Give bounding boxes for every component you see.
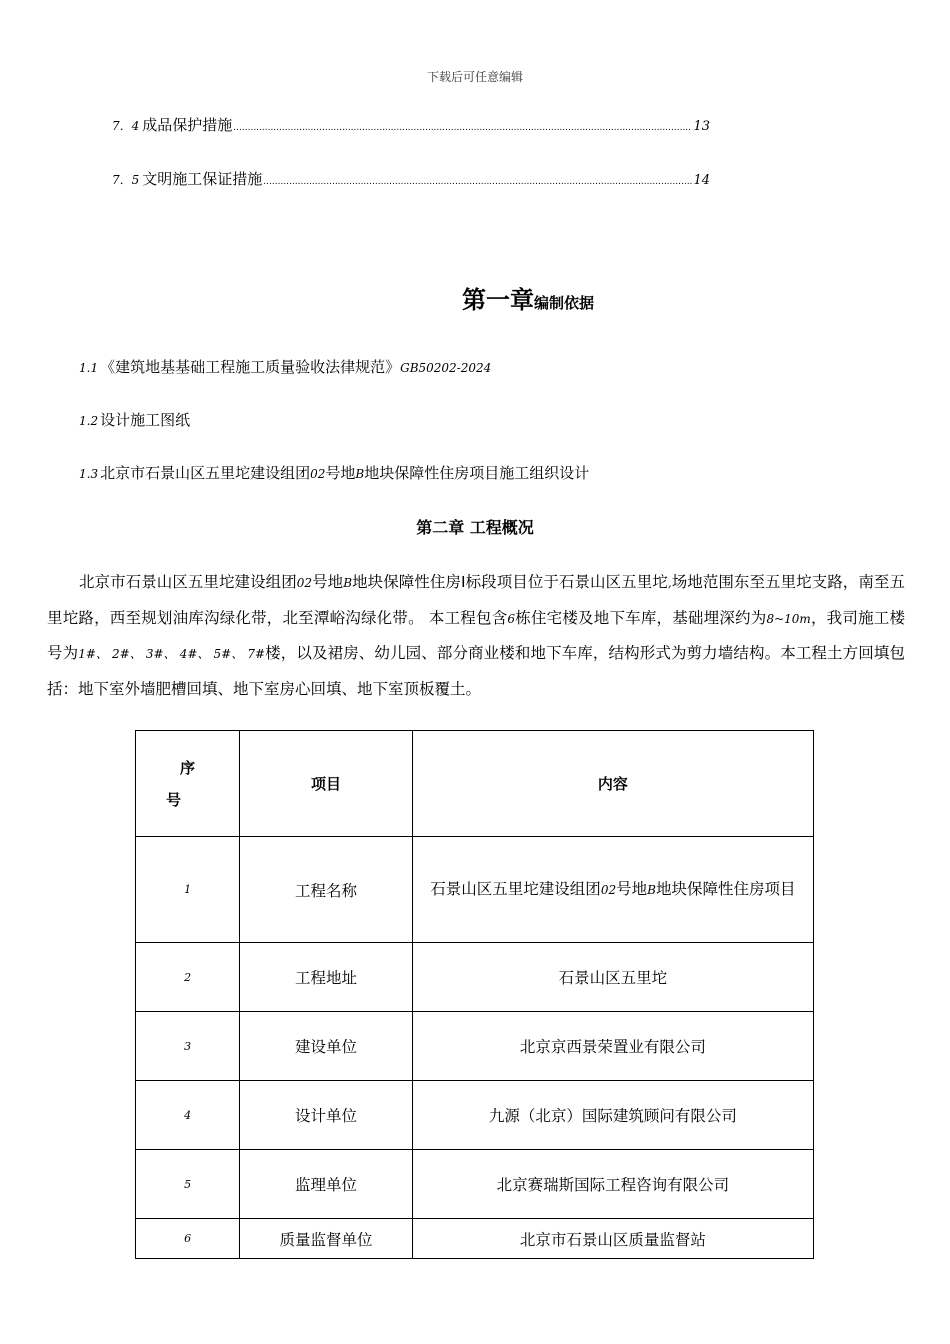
header-item: 项目 bbox=[240, 731, 412, 837]
reference-code: B bbox=[355, 467, 365, 481]
toc-leader-dots bbox=[263, 177, 692, 187]
toc-page-number: 13 bbox=[693, 119, 710, 134]
table-row bbox=[136, 1081, 814, 1150]
toc-entry[interactable] bbox=[112, 114, 710, 135]
row-content: 石景山区五里坨 bbox=[412, 943, 813, 1012]
para-code: , bbox=[667, 576, 672, 590]
project-info-table bbox=[135, 730, 814, 1259]
para-text: 楼，以及裙房、幼儿园、部分商业楼和地下车库，结构形式为剪力墙结构。本工程土方回填包括：地下室外墙肥槽回填、地下室房心回填、地下室顶板覆土。 bbox=[47, 644, 905, 698]
row-item: 质量监督单位 bbox=[240, 1219, 412, 1259]
reference-text: 设计施工图纸 bbox=[100, 411, 191, 429]
header-content: 内容 bbox=[412, 731, 813, 837]
toc-page-number: 14 bbox=[693, 173, 710, 188]
content-code: 02 bbox=[600, 883, 617, 897]
table-row bbox=[136, 837, 814, 943]
header-seq-part: 号 bbox=[166, 790, 182, 809]
row-item: 监理单位 bbox=[240, 1150, 412, 1219]
reference-code: 02 bbox=[310, 467, 326, 481]
reference-text: 北京市石景山区五里坨建设组团 bbox=[100, 464, 311, 482]
project-overview-paragraph bbox=[47, 565, 905, 706]
content-text: 石景山区五里坨建设组团 bbox=[430, 880, 601, 898]
toc-title: 成品保护措施 bbox=[142, 116, 233, 134]
chapter1-title: 第一章 bbox=[462, 286, 534, 314]
chapter1-heading bbox=[462, 280, 594, 315]
reference-text: 《建筑地基基础工程施工质量验收法律规范》 bbox=[100, 358, 401, 376]
toc-leader-dots bbox=[233, 123, 692, 133]
row-content: 北京市石景山区质量监督站 bbox=[412, 1219, 813, 1259]
para-code: 6 bbox=[507, 611, 516, 626]
reference-number: 1.2 bbox=[79, 414, 99, 428]
para-code: B bbox=[343, 576, 353, 590]
table-header-row bbox=[136, 731, 814, 837]
para-text: 栋住宅楼及地下车库，基础埋深约为 bbox=[515, 608, 767, 627]
toc-number: 7．4 bbox=[112, 119, 140, 133]
row-content bbox=[412, 837, 813, 943]
para-code: 8~10m bbox=[766, 611, 811, 626]
row-item: 设计单位 bbox=[240, 1081, 412, 1150]
para-code: 1#、 2#、 3#、 4#、 5#、 7# bbox=[78, 647, 266, 661]
row-item: 工程地址 bbox=[240, 943, 412, 1012]
row-content: 九源（北京）国际建筑顾问有限公司 bbox=[412, 1081, 813, 1150]
content-code: B bbox=[647, 883, 656, 897]
header-seq-part: 序 bbox=[180, 758, 196, 777]
reference-item bbox=[79, 462, 589, 483]
toc-number: 7．5 bbox=[112, 173, 140, 187]
row-index: 3 bbox=[136, 1012, 240, 1081]
reference-item bbox=[79, 409, 190, 430]
para-text: 北京市石景山区五里坨建设组团 bbox=[79, 573, 297, 591]
reference-text: 号地 bbox=[325, 464, 356, 482]
chapter2-title: 第二章 工程概况 bbox=[416, 518, 534, 537]
row-index: 4 bbox=[136, 1081, 240, 1150]
row-item: 工程名称 bbox=[240, 837, 412, 943]
header-seq bbox=[136, 731, 240, 837]
table-row bbox=[136, 943, 814, 1012]
reference-number: 1.3 bbox=[79, 467, 99, 481]
table-row bbox=[136, 1150, 814, 1219]
para-text: 号地 bbox=[312, 573, 344, 591]
page-header: 下载后可任意编辑 bbox=[426, 70, 523, 84]
content-text: 地块保障性住房项目 bbox=[655, 880, 796, 898]
row-content: 北京京西景荣置业有限公司 bbox=[412, 1012, 813, 1081]
para-text: 场地范围东至五里坨支路，南至五里坨路，西至规划油库沟绿化带，北至潭峪沟绿化带。 本工程包含 bbox=[47, 573, 905, 627]
row-content: 北京赛瑞斯国际工程咨询有限公司 bbox=[412, 1150, 813, 1219]
reference-code: GB50202-2024 bbox=[400, 361, 492, 375]
chapter1-subtitle: 编制依据 bbox=[534, 294, 595, 312]
row-item: 建设单位 bbox=[240, 1012, 412, 1081]
reference-number: 1.1 bbox=[79, 361, 99, 375]
reference-item bbox=[79, 356, 491, 377]
table-row bbox=[136, 1012, 814, 1081]
toc-title: 文明施工保证措施 bbox=[142, 170, 263, 188]
para-code: 02 bbox=[296, 576, 313, 590]
toc-entry[interactable] bbox=[112, 168, 710, 189]
row-index: 1 bbox=[136, 837, 240, 943]
row-index: 5 bbox=[136, 1150, 240, 1219]
content-text: 号地 bbox=[616, 880, 648, 898]
row-index: 2 bbox=[136, 943, 240, 1012]
para-text: ，我司施工楼号为 bbox=[47, 608, 905, 662]
table-row bbox=[136, 1219, 814, 1259]
para-text: 地块保障性住房Ⅰ标段项目位于石景山区五里坨 bbox=[352, 573, 668, 591]
row-index: 6 bbox=[136, 1219, 240, 1259]
reference-text: 地块保障性住房项目施工组织设计 bbox=[364, 464, 590, 482]
